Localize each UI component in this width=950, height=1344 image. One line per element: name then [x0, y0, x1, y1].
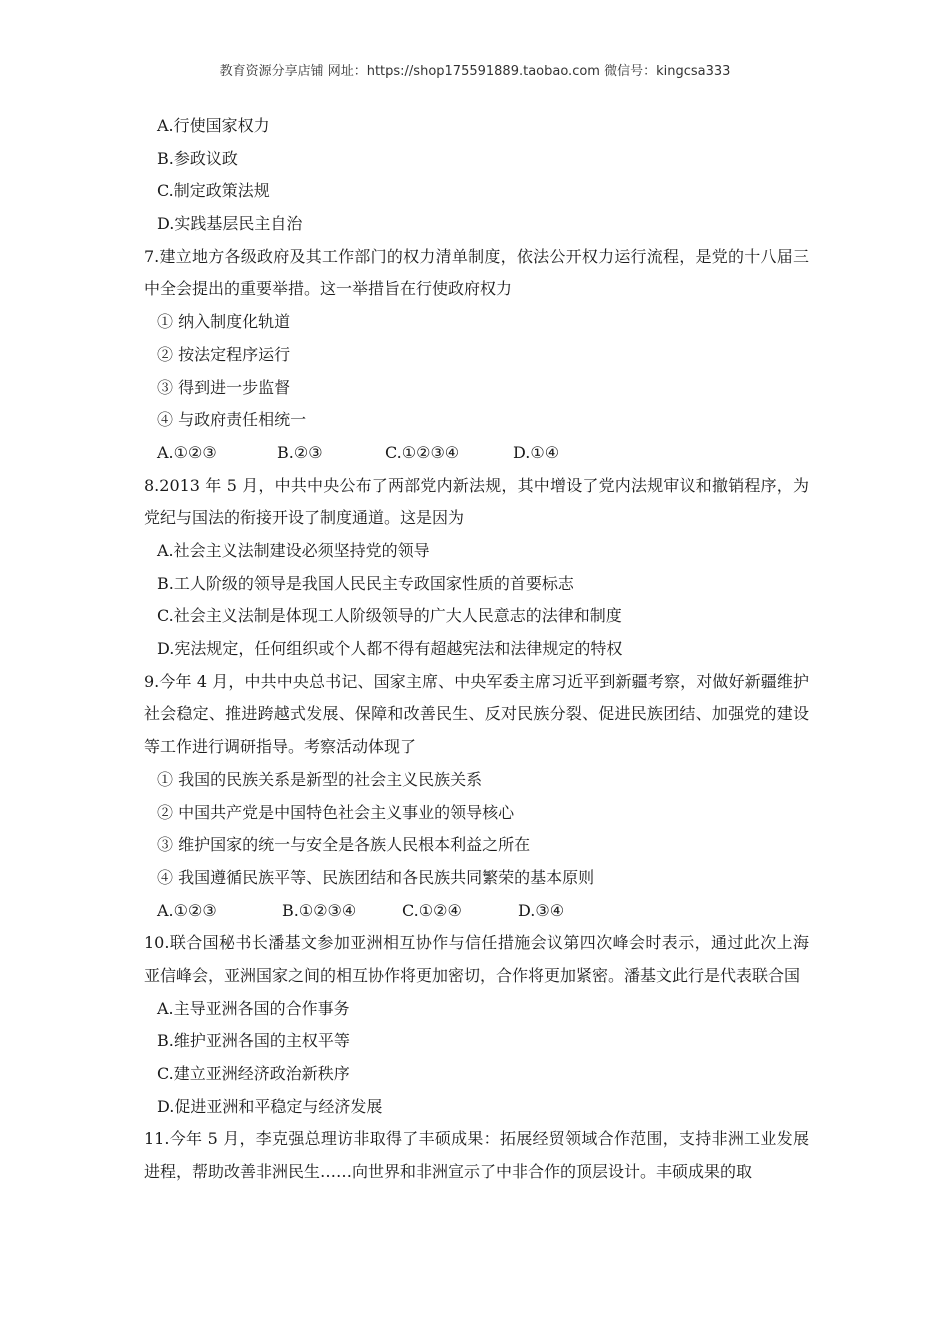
statement-2: ② 中国共产党是中国特色社会主义事业的领导核心	[157, 802, 515, 822]
question-stem: 11.今年 5 月，李克强总理访非取得了丰硕成果：拓展经贸领域合作范围，支持非洲工业发展进程，帮助改善非洲民生……向世界和非洲宣示了中非合作的顶层设计。丰硕成果的取	[144, 1129, 809, 1182]
option-c: C.建立亚洲经济政治新秩序	[157, 1064, 350, 1084]
statement-4: ④ 与政府责任相统一	[157, 410, 307, 430]
choice-c: C.①②④	[402, 900, 462, 920]
question-stem: 10.联合国秘书长潘基文参加亚洲相互协作与信任措施会议第四次峰会时表示，通过此次上海亚信峰会，亚洲国家之间的相互协作将更加密切，合作将更加紧密。潘基文此行是代表联合国	[144, 933, 809, 985]
statement-4: ④ 我国遵循民族平等、民族团结和各民族共同繁荣的基本原则	[157, 867, 595, 887]
choice-d: D.①④	[513, 442, 560, 462]
statement-3: ③ 得到进一步监督	[157, 377, 291, 397]
question-10	[144, 927, 809, 1123]
option-a: A.社会主义法制建设必须坚持党的领导	[157, 541, 430, 560]
statement-3: ③ 维护国家的统一与安全是各族人民根本利益之所在	[157, 835, 531, 855]
option-c: C.社会主义法制是体现工人阶级领导的广大人民意志的法律和制度	[157, 606, 622, 626]
option-c: C.制定政策法规	[157, 181, 270, 201]
option-b: B.工人阶级的领导是我国人民民主专政国家性质的首要标志	[157, 573, 574, 593]
page-header: 教育资源分享店铺 网址：https://shop175591889.taobao.com 微信号：kingcsa333	[219, 64, 731, 79]
option-d: D.促进亚洲和平稳定与经济发展	[157, 1096, 383, 1116]
choice-d: D.③④	[518, 900, 565, 920]
question-9	[144, 666, 809, 928]
option-d: D.宪法规定，任何组织或个人都不得有超越宪法和法律规定的特权	[157, 639, 623, 659]
question-stem: 7.建立地方各级政府及其工作部门的权力清单制度，依法公开权力运行流程，是党的十八届三中全会提出的重要举措。这一举措旨在行使政府权力	[144, 246, 809, 299]
choice-c: C.①②③④	[385, 442, 460, 462]
choice-a: A.①②③	[157, 442, 217, 462]
option-b: B.参政议政	[157, 148, 238, 168]
choice-b: B.②③	[277, 442, 323, 462]
document-body	[144, 110, 809, 1189]
question-6-options	[144, 110, 809, 241]
option-a: A.主导亚洲各国的合作事务	[157, 998, 350, 1018]
choice-a: A.①②③	[157, 900, 217, 920]
answer-choices	[144, 437, 809, 470]
question-stem: 8.2013 年 5 月，中共中央公布了两部党内新法规，其中增设了党内法规审议和撤销程序，为党纪与国法的衔接开设了制度通道。这是因为	[144, 475, 809, 528]
statement-2: ② 按法定程序运行	[157, 344, 291, 364]
statement-1: ① 我国的民族关系是新型的社会主义民族关系	[157, 769, 483, 789]
answer-choices	[144, 895, 809, 928]
statement-1: ① 纳入制度化轨道	[157, 312, 291, 332]
question-8	[144, 470, 809, 666]
option-b: B.维护亚洲各国的主权平等	[157, 1031, 350, 1051]
question-7	[144, 241, 809, 470]
option-d: D.实践基层民主自治	[157, 214, 303, 234]
option-a: A.行使国家权力	[157, 116, 270, 135]
choice-b: B.①②③④	[282, 900, 357, 920]
question-stem: 9.今年 4 月，中共中央总书记、国家主席、中央军委主席习近平到新疆考察，对做好新疆维护社会稳定、推进跨越式发展、保障和改善民生、反对民族分裂、促进民族团结、加强党的建设等工作进行调研指导。考察活动体现了	[144, 671, 809, 757]
question-11	[144, 1123, 809, 1188]
